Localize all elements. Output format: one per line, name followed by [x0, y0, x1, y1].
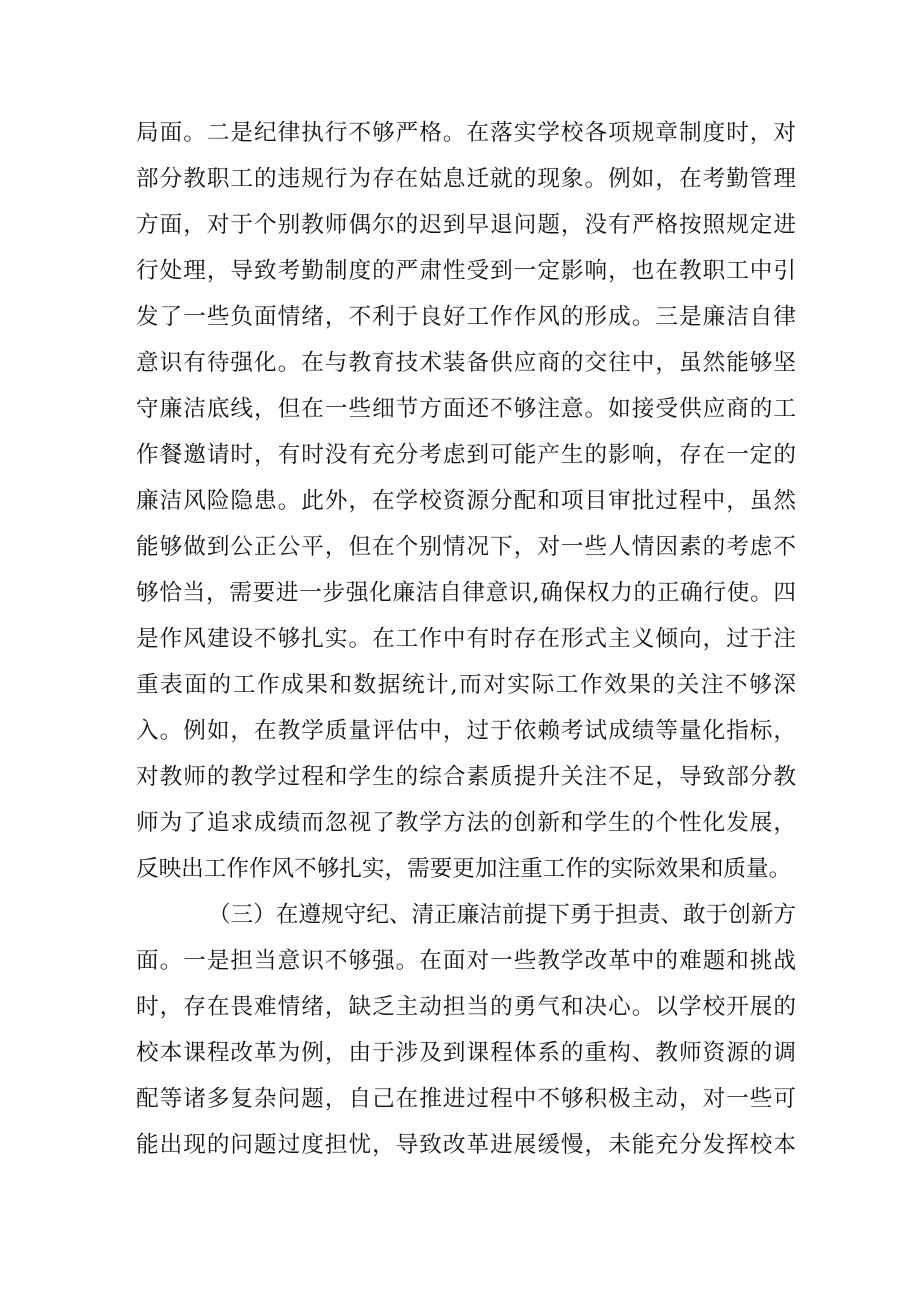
- text-line: 发了一些负面情绪，不利于良好工作作风的形成。三是廉洁自律: [136, 304, 796, 330]
- text-line: 时，存在畏难情绪，缺乏主动担当的勇气和决心。以学校开展的: [136, 994, 796, 1020]
- body-text: [136, 110, 796, 1168]
- text-line: 作餐邀请时，有时没有充分考虑到可能产生的影响，存在一定的: [136, 442, 796, 468]
- text-line: 方面，对于个别教师偶尔的迟到早退问题，没有严格按照规定进: [136, 212, 796, 238]
- section-heading-line: （三）在遵规守纪、清正廉洁前提下勇于担责、敢于创新方: [208, 902, 796, 928]
- text-line: 面。一是担当意识不够强。在面对一些教学改革中的难题和挑战: [136, 948, 796, 974]
- text-line: 够恰当，需要进一步强化廉洁自律意识,确保权力的正确行使。四: [136, 580, 796, 606]
- text-line: 能出现的问题过度担忧，导致改革进展缓慢，未能充分发挥校本: [136, 1132, 796, 1158]
- paragraph-end-line: 反映出工作作风不够扎实，需要更加注重工作的实际效果和质量。: [136, 856, 792, 882]
- text-line: 行处理，导致考勤制度的严肃性受到一定影响，也在教职工中引: [136, 258, 796, 284]
- text-line: 配等诸多复杂问题，自己在推进过程中不够积极主动，对一些可: [136, 1086, 796, 1112]
- text-line: 校本课程改革为例，由于涉及到课程体系的重构、教师资源的调: [136, 1040, 796, 1066]
- text-line: 对教师的教学过程和学生的综合素质提升关注不足，导致部分教: [136, 764, 796, 790]
- text-line: 能够做到公正公平，但在个别情况下，对一些人情因素的考虑不: [136, 534, 796, 560]
- text-line: 师为了追求成绩而忽视了教学方法的创新和学生的个性化发展，: [136, 810, 796, 836]
- text-line: 廉洁风险隐患。此外，在学校资源分配和项目审批过程中，虽然: [136, 488, 796, 514]
- text-line: 入。例如，在教学质量评估中，过于依赖考试成绩等量化指标，: [136, 718, 796, 744]
- text-line: 守廉洁底线，但在一些细节方面还不够注意。如接受供应商的工: [136, 396, 796, 422]
- text-line: 是作风建设不够扎实。在工作中有时存在形式主义倾向，过于注: [136, 626, 796, 652]
- text-line: 重表面的工作成果和数据统计,而对实际工作效果的关注不够深: [136, 672, 796, 698]
- text-line: 局面。二是纪律执行不够严格。在落实学校各项规章制度时，对: [136, 120, 796, 146]
- text-line: 部分教职工的违规行为存在姑息迁就的现象。例如，在考勤管理: [136, 166, 796, 192]
- text-line: 意识有待强化。在与教育技术装备供应商的交往中，虽然能够坚: [136, 350, 796, 376]
